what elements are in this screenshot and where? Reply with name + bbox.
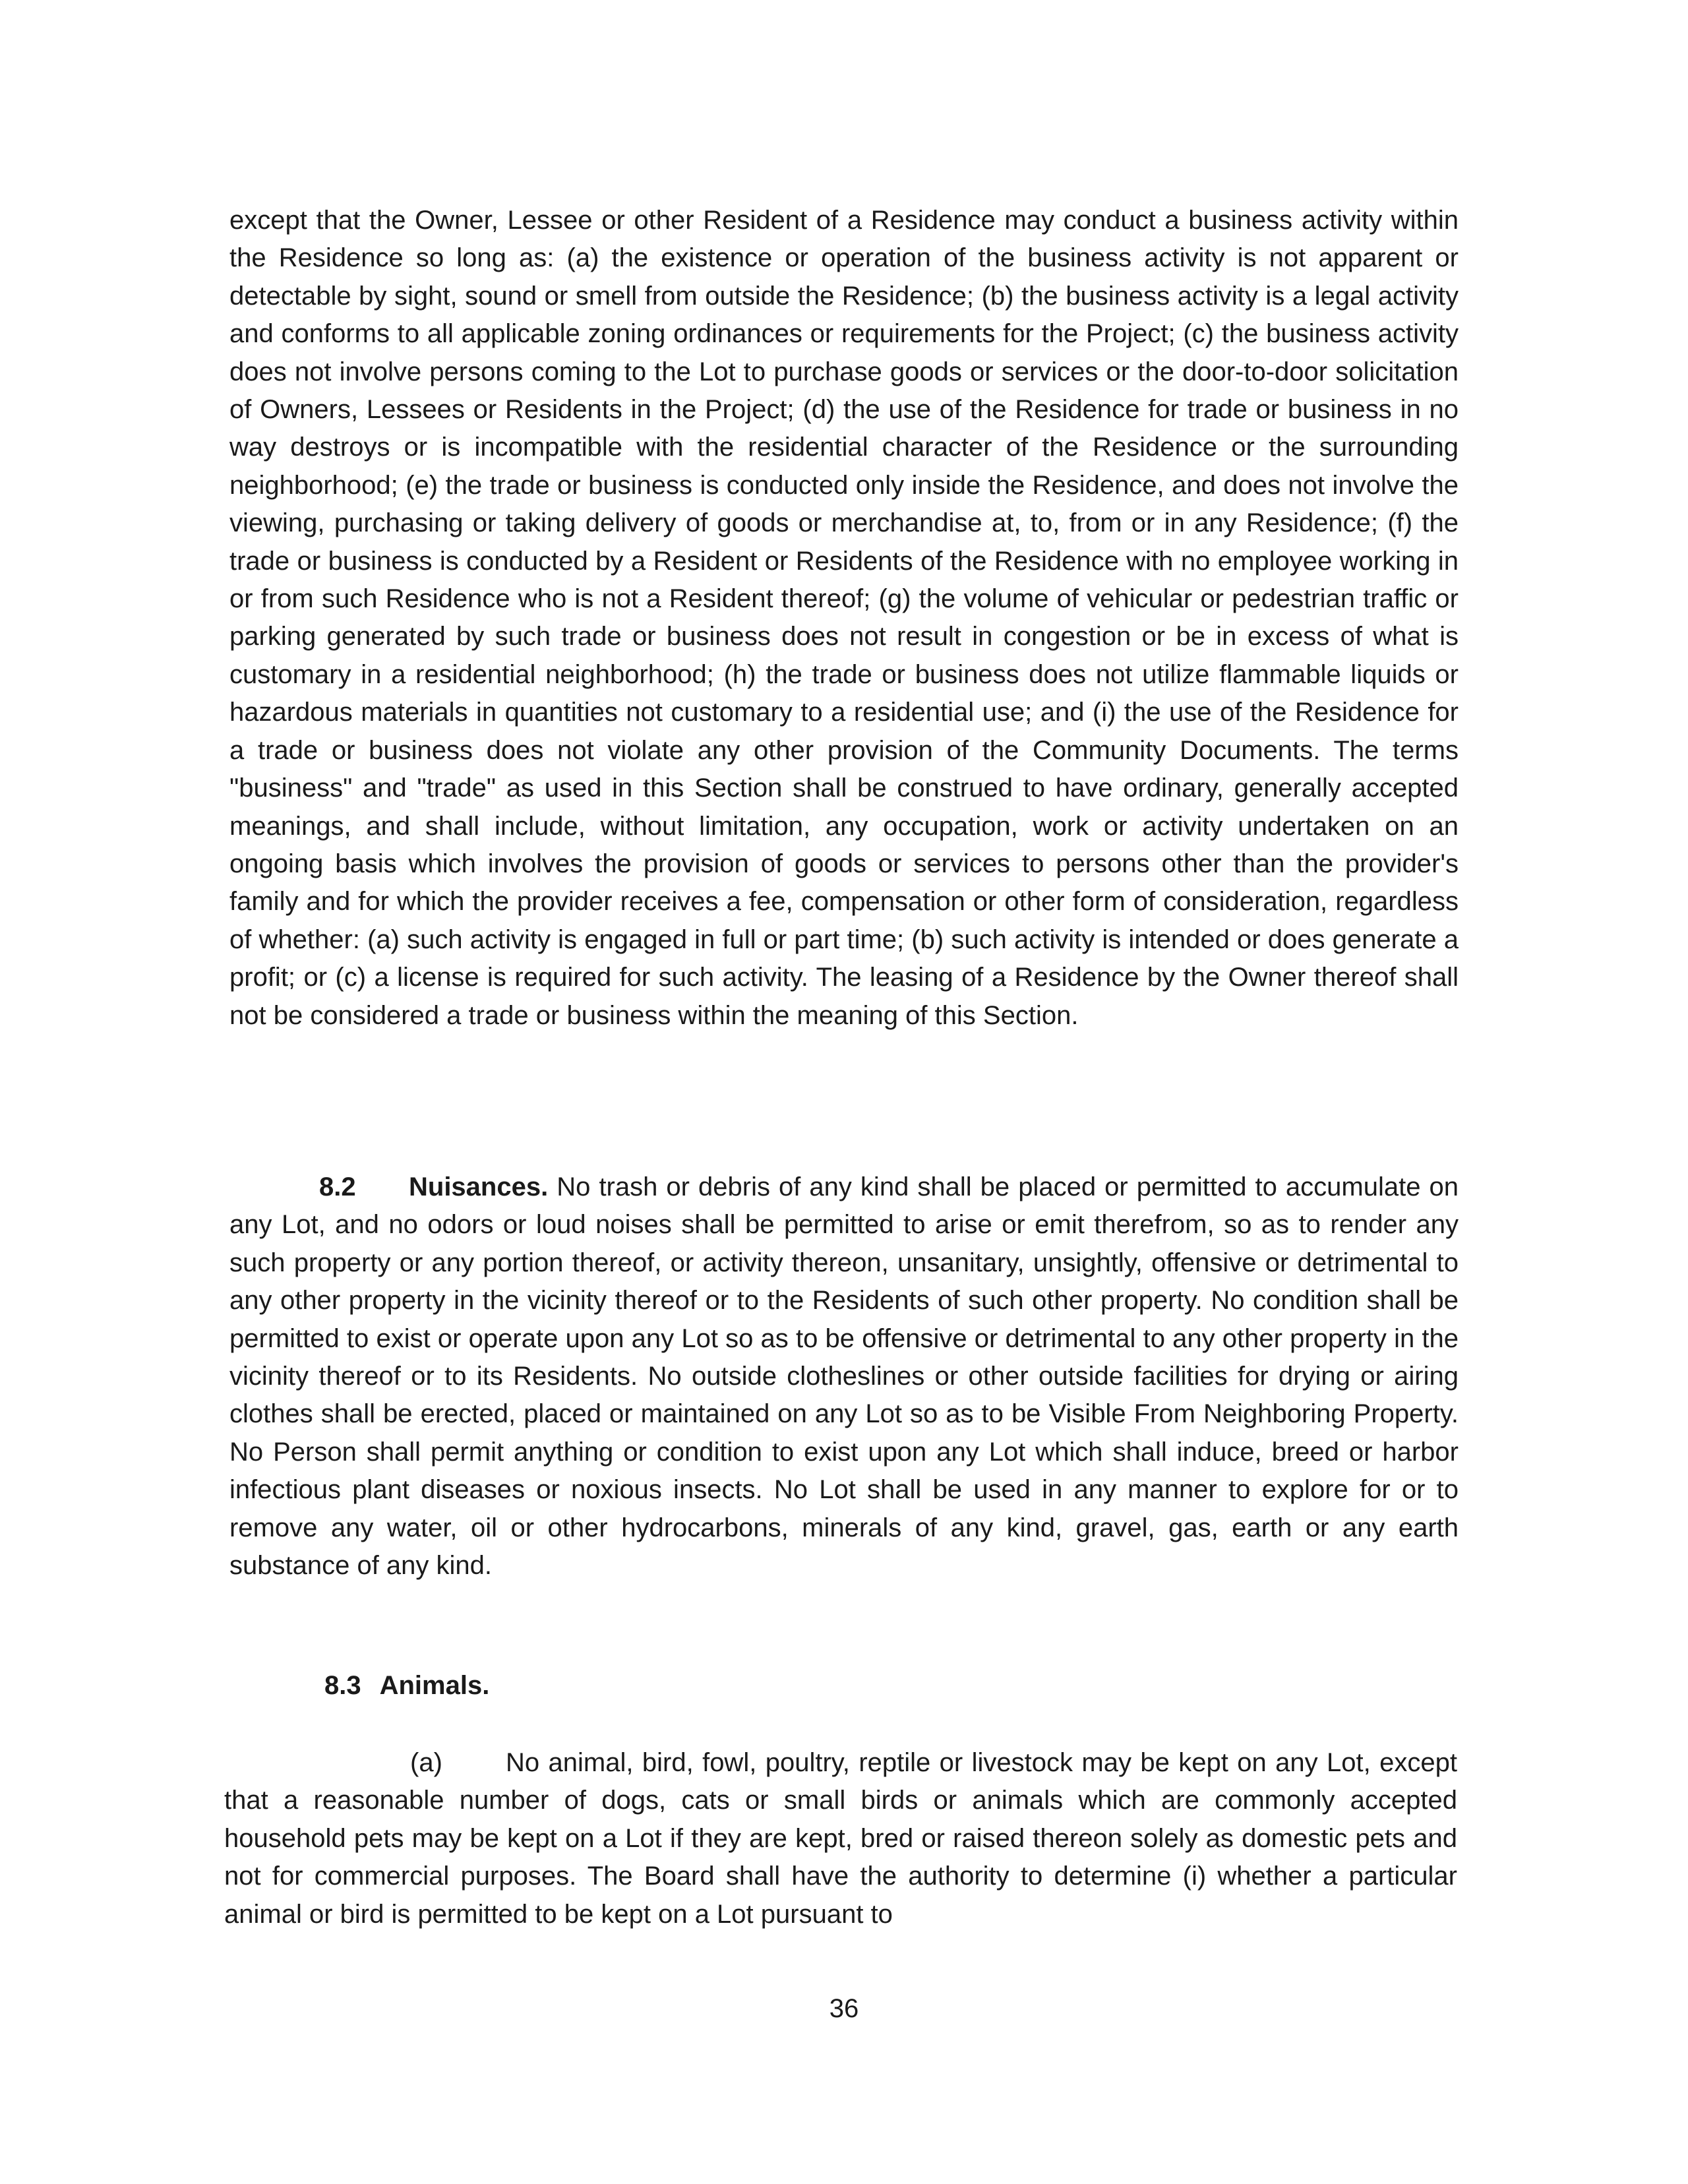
section-8-3-a-paragraph (224, 1744, 1457, 1933)
section-8-2-body: No trash or debris of any kind shall be placed or permitted to accumulate on any Lot, and no odors or loud noises shall be permitted to arise or emit therefrom, so as to render any such property or any portion thereof, or activity thereon, unsanitary, unsightly, offensive or detrimental to any other property in the vicinity thereof or to the Residents of such other property. No condition shall be permitted to exist or operate upon any Lot so as to be offensive or detrimental to any other property in the vicinity thereof or to its Residents. No outside clotheslines or other outside facilities for drying or airing clothes shall be erected, placed or maintained on any Lot so as to be Visible From Neighboring Property. No Person shall permit anything or condition to exist upon any Lot which shall induce, breed or harbor infectious plant diseases or noxious insects. No Lot shall be used in any manner to explore for or to remove any water, oil or other hydrocarbons, minerals of any kind, gravel, gas, earth or any earth substance of any kind. (229, 1172, 1459, 1581)
section-8-2-number: 8.2 (319, 1172, 356, 1201)
continued-paragraph: except that the Owner, Lessee or other Resident of a Residence may conduct a business activity within the Residence so long as: (a) the existence or operation of the business activity is not apparent or detectable by sight, sound or smell from outside the Residence; (b) the business activity is a legal activity and conforms to all applicable zoning ordinances or requirements for the Project; (c) the business activity does not involve persons coming to the Lot to purchase goods or services or the door-to-door solicitation of Owners, Lessees or Residents in the Project; (d) the use of the Residence for trade or business in no way destroys or is incompatible with the residential character of the Residence or the surrounding neighborhood; (e) the trade or business is conducted only inside the Residence, and does not involve the viewing, purchasing or taking delivery of goods or merchandise at, to, from or in any Residence; (f) the trade or business is conducted by a Resident or Residents of the Residence with no employee working in or from such Residence who is not a Resident thereof; (g) the volume of vehicular or pedestrian traffic or parking generated by such trade or business does not result in congestion or be in excess of what is customary in a residential neighborhood; (h) the trade or business does not utilize flammable liquids or hazardous materials in quantities not customary to a residential use; and (i) the use of the Residence for a trade or business does not violate any other provision of the Community Documents. The terms "business" and "trade" as used in this Section shall be construed to have ordinary, generally accepted meanings, and shall include, without limitation, any occupation, work or activity undertaken on an ongoing basis which involves the provision of goods or services to persons other than the provider's family and for which the provider receives a fee, compensation or other form of consideration, regardless of whether: (a) such activity is engaged in full or part time; (b) such activity is intended or does generate a profit; or (c) a license is required for such activity. The leasing of a Residence by the Owner thereof shall not be considered a trade or business within the meaning of this Section. (229, 206, 1459, 1030)
section-8-2-title: Nuisances. (409, 1172, 549, 1201)
subsection-a-body: No animal, bird, fowl, poultry, reptile or livestock may be kept on any Lot, except that a reasonable number of dogs, cats or small birds or animals which are commonly accepted household pets may be kept on a Lot if they are kept, bred or raised thereon solely as domestic pets and not for commercial purposes. The Board shall have the authority to determine (i) whether a particular animal or bird is permitted to be kept on a Lot pursuant to (224, 1748, 1457, 1929)
section-8-3-title: Animals. (379, 1671, 490, 1700)
page-number: 36 (829, 1994, 859, 2023)
section-8-3-number: 8.3 (324, 1671, 361, 1700)
section-8-2-paragraph (229, 1168, 1459, 1585)
subsection-a-label: (a) (410, 1748, 442, 1777)
section-8-3-heading (324, 1667, 489, 1705)
